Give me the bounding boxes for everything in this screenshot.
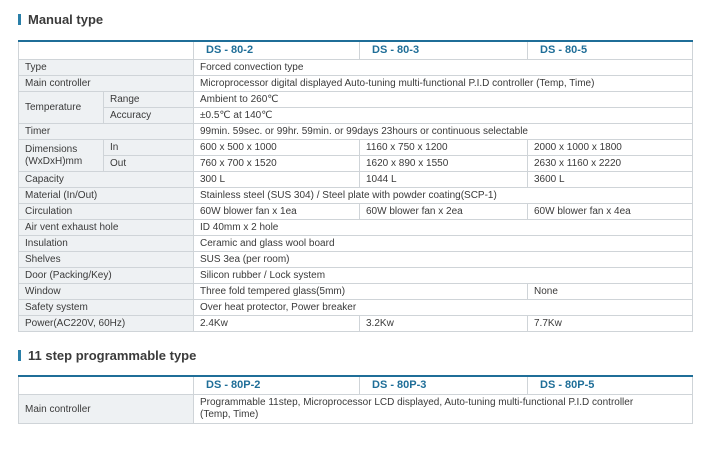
row-value: Microprocessor digital displayed Auto-tuning multi-functional P.I.D controller (Temp, Time) — [194, 76, 693, 92]
row-temperature-range — [19, 92, 693, 108]
programmable-type-title: 11 step programmable type — [28, 348, 197, 363]
row-main-controller — [19, 76, 693, 92]
cell: 3600 L — [528, 172, 693, 188]
row-value: Ceramic and glass wool board — [194, 236, 693, 252]
row-label: Capacity — [19, 172, 194, 188]
row-label: Material (In/Out) — [19, 188, 194, 204]
cell: 2000 x 1000 x 1800 — [528, 140, 693, 156]
manual-type-heading — [18, 12, 103, 27]
row-label: Circulation — [19, 204, 194, 220]
row-temperature-accuracy — [19, 108, 693, 124]
cell: 2630 x 1160 x 2220 — [528, 156, 693, 172]
row-air-vent — [19, 220, 693, 236]
cell: 600 x 500 x 1000 — [194, 140, 360, 156]
row-sublabel: In — [104, 140, 194, 156]
row-value: Silicon rubber / Lock system — [194, 268, 693, 284]
cell: 2.4Kw — [194, 316, 360, 332]
row-value: 99min. 59sec. or 99hr. 59min. or 99days 23hours or continuous selectable — [194, 124, 693, 140]
section-marker — [18, 14, 21, 25]
row-timer — [19, 124, 693, 140]
header-blank — [19, 41, 194, 60]
row-label: Insulation — [19, 236, 194, 252]
manual-spec-table — [18, 40, 693, 332]
row-circulation — [19, 204, 693, 220]
row-window — [19, 284, 693, 300]
row-value: ID 40mm x 2 hole — [194, 220, 693, 236]
row-insulation — [19, 236, 693, 252]
row-value: Forced convection type — [194, 60, 693, 76]
row-value: ±0.5℃ at 140℃ — [194, 108, 693, 124]
row-label: Door (Packing/Key) — [19, 268, 194, 284]
section-marker — [18, 350, 21, 361]
cell: 3.2Kw — [360, 316, 528, 332]
row-sublabel: Out — [104, 156, 194, 172]
row-value: Three fold tempered glass(5mm) — [194, 284, 528, 300]
model-header-row — [19, 41, 693, 60]
cell: None — [528, 284, 693, 300]
row-value: Over heat protector, Power breaker — [194, 300, 693, 316]
row-main-controller — [19, 395, 693, 424]
row-type — [19, 60, 693, 76]
row-label: Temperature — [19, 92, 104, 124]
cell: 7.7Kw — [528, 316, 693, 332]
row-material — [19, 188, 693, 204]
cell: 60W blower fan x 4ea — [528, 204, 693, 220]
model-ds-80-3: DS - 80-3 — [360, 41, 528, 60]
row-door — [19, 268, 693, 284]
row-shelves — [19, 252, 693, 268]
model-ds-80-2: DS - 80-2 — [194, 41, 360, 60]
row-value: Stainless steel (SUS 304) / Steel plate with powder coating(SCP-1) — [194, 188, 693, 204]
row-label: Power(AC220V, 60Hz) — [19, 316, 194, 332]
model-ds-80-5: DS - 80-5 — [528, 41, 693, 60]
model-ds-80p-2: DS - 80P-2 — [194, 376, 360, 395]
cell: 760 x 700 x 1520 — [194, 156, 360, 172]
row-dimensions-in — [19, 140, 693, 156]
model-ds-80p-3: DS - 80P-3 — [360, 376, 528, 395]
cell: 300 L — [194, 172, 360, 188]
row-safety — [19, 300, 693, 316]
programmable-spec-table — [18, 375, 693, 424]
row-sublabel: Range — [104, 92, 194, 108]
model-ds-80p-5: DS - 80P-5 — [528, 376, 693, 395]
cell: 1044 L — [360, 172, 528, 188]
row-label: Type — [19, 60, 194, 76]
cell: 60W blower fan x 1ea — [194, 204, 360, 220]
row-sublabel: Accuracy — [104, 108, 194, 124]
row-label: Air vent exhaust hole — [19, 220, 194, 236]
row-label: Main controller — [19, 395, 194, 424]
cell: 1620 x 890 x 1550 — [360, 156, 528, 172]
row-label: Window — [19, 284, 194, 300]
programmable-type-heading — [18, 348, 196, 363]
row-value: SUS 3ea (per room) — [194, 252, 693, 268]
row-label: Main controller — [19, 76, 194, 92]
row-value: Ambient to 260℃ — [194, 92, 693, 108]
row-value: Programmable 11step, Microprocessor LCD displayed, Auto-tuning multi-functional P.I.D controller (Temp, Time) — [194, 395, 693, 424]
manual-type-title: Manual type — [28, 12, 104, 27]
row-capacity — [19, 172, 693, 188]
row-label: Dimensions (WxDxH)mm — [19, 140, 104, 172]
header-blank — [19, 376, 194, 395]
row-dimensions-out — [19, 156, 693, 172]
row-label: Timer — [19, 124, 194, 140]
row-label: Safety system — [19, 300, 194, 316]
row-power — [19, 316, 693, 332]
cell: 60W blower fan x 2ea — [360, 204, 528, 220]
row-label: Shelves — [19, 252, 194, 268]
cell: 1160 x 750 x 1200 — [360, 140, 528, 156]
model-header-row — [19, 376, 693, 395]
